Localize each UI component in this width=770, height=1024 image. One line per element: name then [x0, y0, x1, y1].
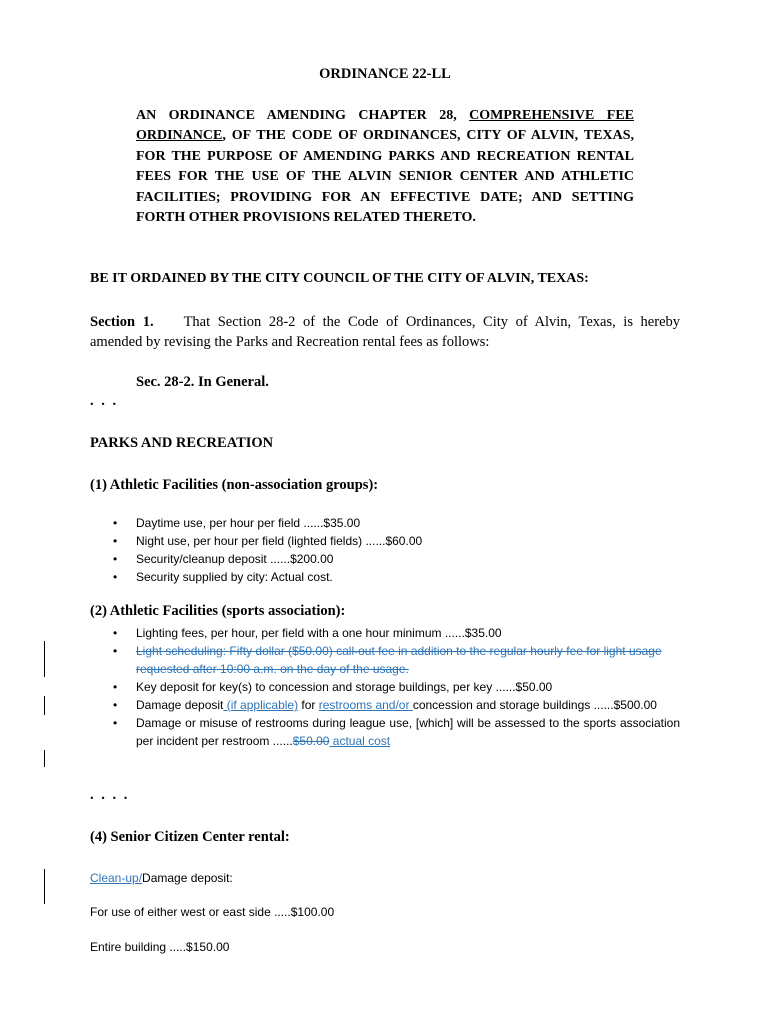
athletic-non-association-list: [110, 514, 680, 586]
damage-deposit-text-c: concession and storage buildings ......$500.00: [412, 698, 657, 712]
list-item: • Night use, per hour per field (lighted fields) ......$60.00: [110, 532, 680, 550]
change-bar: [44, 696, 45, 715]
change-bar: [44, 869, 45, 904]
sec-28-2-heading: Sec. 28-2. In General.: [136, 374, 269, 390]
list-item-key-deposit: • Key deposit for key(s) to concession and storage buildings, per key ......$50.00: [110, 678, 680, 696]
inserted-text: actual cost: [329, 734, 391, 748]
misuse-text: Damage or misuse of restrooms during league use, [which] will be assessed to the sports association per incident per restroom ......: [136, 716, 680, 748]
struck-text: Light scheduling: Fifty dollar ($50.00) call-out fee in addition to the regular hourly fee for light usage requested after 10:00 a.m. on the day of the usage.: [136, 644, 662, 676]
damage-deposit-text-a: Damage deposit: [136, 698, 224, 712]
change-bar: [44, 641, 45, 677]
section-1-paragraph: [90, 312, 680, 352]
list-item: • Security supplied by city: Actual cost.: [110, 568, 680, 586]
caption-underlined: COMPREHENSIVE FEE ORDINANCE: [136, 108, 634, 144]
athletic-non-association-heading: (1) Athletic Facilities (non-association groups):: [90, 477, 379, 493]
section-1-text: That Section 28-2 of the Code of Ordinances, City of Alvin, Texas, is hereby amended by revising the Parks and Recreation rental fees as follows:: [90, 314, 681, 350]
ordinance-caption: [136, 106, 634, 228]
list-item-light-scheduling: [110, 642, 680, 678]
damage-deposit-label: Damage deposit:: [142, 871, 233, 885]
struck-text: $50.00: [292, 734, 330, 748]
list-item-damage-misuse: [110, 714, 680, 750]
list-item-damage-deposit: [110, 696, 680, 714]
inserted-text: (if applicable): [223, 698, 299, 712]
athletic-sports-association-list: [110, 624, 680, 750]
inserted-text: Clean-up/: [90, 871, 143, 885]
section-1-label: Section 1.: [90, 314, 154, 330]
senior-center-heading: (4) Senior Citizen Center rental:: [90, 829, 290, 845]
senior-entire-building-fee: Entire building .....$150.00: [90, 940, 230, 954]
list-item: • Security/cleanup deposit ......$200.00: [110, 550, 680, 568]
senior-damage-deposit: [90, 871, 233, 885]
senior-west-east-fee: For use of either west or east side .....$100.00: [90, 905, 335, 919]
caption-part1: AN ORDINANCE AMENDING CHAPTER 28,: [136, 108, 470, 123]
parks-recreation-heading: PARKS AND RECREATION: [90, 435, 274, 451]
ordaining-clause: BE IT ORDAINED BY THE CITY COUNCIL OF THE CITY OF ALVIN, TEXAS:: [90, 271, 589, 286]
ordinance-title: ORDINANCE 22-LL: [319, 66, 451, 82]
list-item: • Daytime use, per hour per field ......$35.00: [110, 514, 680, 532]
ellipsis-2: . . . .: [90, 787, 130, 803]
ellipsis-1: . . .: [90, 393, 119, 409]
change-bar: [44, 750, 45, 767]
inserted-text: restrooms and/or: [318, 698, 413, 712]
list-item-lighting: • Lighting fees, per hour, per field with a one hour minimum ......$35.00: [110, 624, 680, 642]
caption-part2: , OF THE CODE OF ORDINANCES, CITY OF ALVIN, TEXAS, FOR THE PURPOSE OF AMENDING PARKS AND RECREATION RENTAL FEES FOR THE USE OF THE ALVIN SENIOR CENTER AND ATHLETIC FACILITIES; PROVIDING FOR AN EFFECTIVE DATE; AND SETTING FORTH OTHER PROVISIONS RELATED THERETO.: [136, 128, 634, 226]
damage-deposit-text-b: for: [298, 698, 319, 712]
athletic-sports-association-heading: (2) Athletic Facilities (sports association):: [90, 603, 346, 619]
